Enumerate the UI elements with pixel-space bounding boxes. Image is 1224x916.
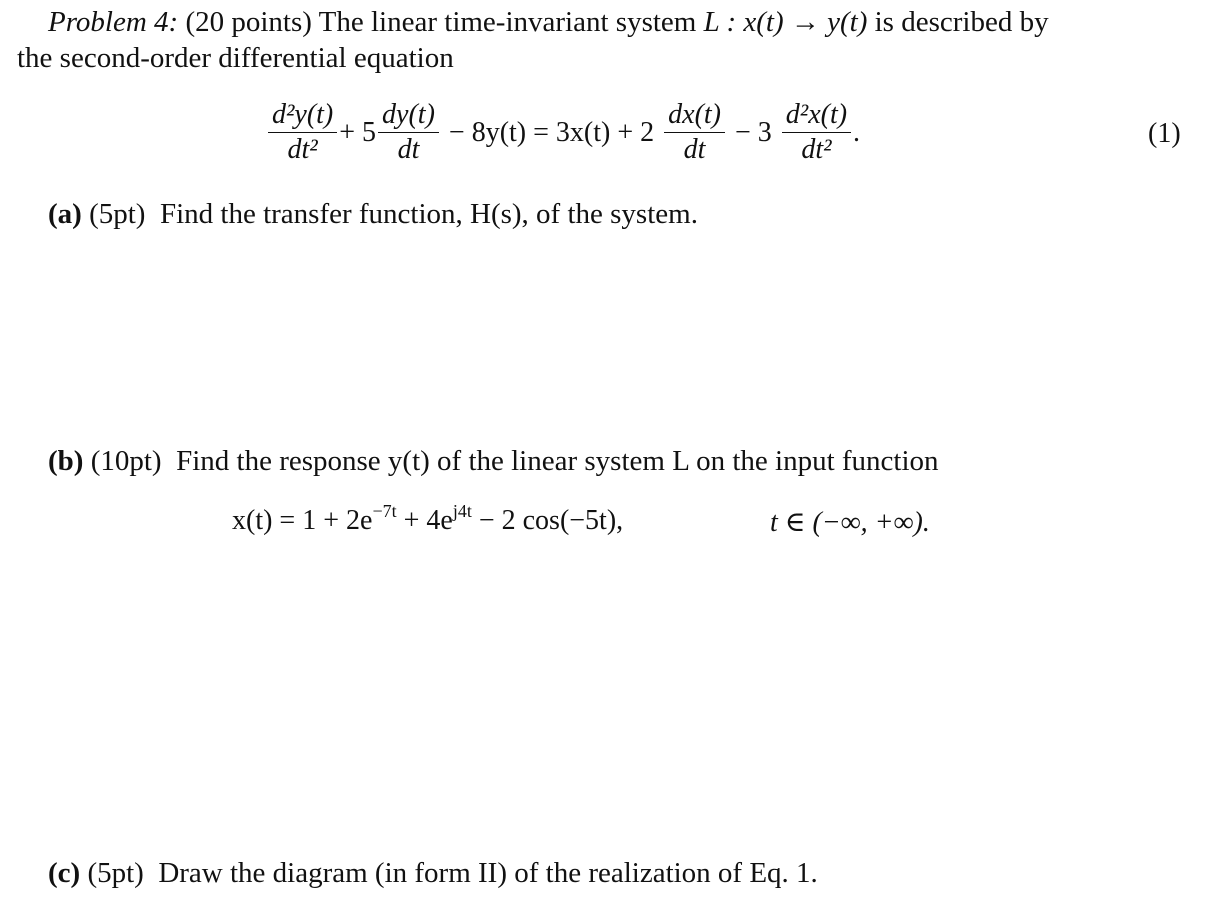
fraction-dx [664, 98, 725, 167]
input-eq-lhs: x(t) = 1 + 2e [232, 505, 373, 536]
input-eq-exp2: j4t [452, 501, 472, 521]
problem-intro-b: is described by [874, 6, 1049, 38]
problem-label: Problem 4: [48, 6, 179, 38]
part-a-points: (5pt) [89, 198, 146, 230]
problem-header-line2: the second-order differential equation [17, 42, 454, 74]
fraction-dy-numerator: dy(t) [378, 98, 439, 133]
fraction-d2x [782, 98, 851, 167]
problem-header-line1 [48, 4, 1049, 40]
fraction-d2y-denominator: dt² [287, 134, 318, 165]
fraction-d2y-numerator: d²y(t) [268, 98, 337, 133]
part-a-label: (a) [48, 198, 82, 230]
fraction-d2y [268, 98, 337, 167]
fraction-d2x-denominator: dt² [801, 134, 832, 165]
part-c-label: (c) [48, 857, 81, 889]
input-eq-rhs: − 2 cos(−5t), [478, 505, 624, 536]
system-mapping: x(t) → y(t) [743, 6, 868, 38]
part-c [48, 855, 818, 891]
fraction-dx-denominator: dt [683, 134, 706, 165]
problem-points: (20 points) [185, 6, 312, 38]
fraction-dx-numerator: dx(t) [664, 98, 725, 133]
fraction-d2x-numerator: d²x(t) [782, 98, 851, 133]
term-plus5: + 5 [339, 116, 377, 148]
fraction-dy [378, 98, 439, 167]
differential-equation [266, 98, 860, 167]
input-eq-mid: + 4e [403, 505, 453, 536]
term-minus3: − 3 [735, 116, 772, 148]
part-a [48, 196, 698, 232]
part-b-points: (10pt) [90, 445, 162, 477]
part-b-text: Find the response y(t) of the linear system L on the input function [176, 445, 939, 477]
part-b [48, 443, 939, 479]
system-symbol: L : [703, 6, 737, 38]
part-a-text: Find the transfer function, H(s), of the system. [159, 198, 698, 230]
part-c-points: (5pt) [87, 857, 144, 889]
part-b-label: (b) [48, 445, 84, 477]
fraction-dy-denominator: dt [397, 134, 420, 165]
input-domain: t ∈ (−∞, +∞). [770, 507, 930, 538]
input-eq-exp1: −7t [372, 501, 397, 521]
problem-intro-a: The linear time-invariant system [318, 6, 697, 38]
equation-period: . [853, 116, 861, 148]
equation-number: (1) [1148, 118, 1181, 149]
term-middle: − 8y(t) = 3x(t) + 2 [448, 116, 655, 148]
part-c-text: Draw the diagram (in form II) of the realization of Eq. 1. [158, 857, 818, 889]
input-function-equation [232, 501, 624, 537]
